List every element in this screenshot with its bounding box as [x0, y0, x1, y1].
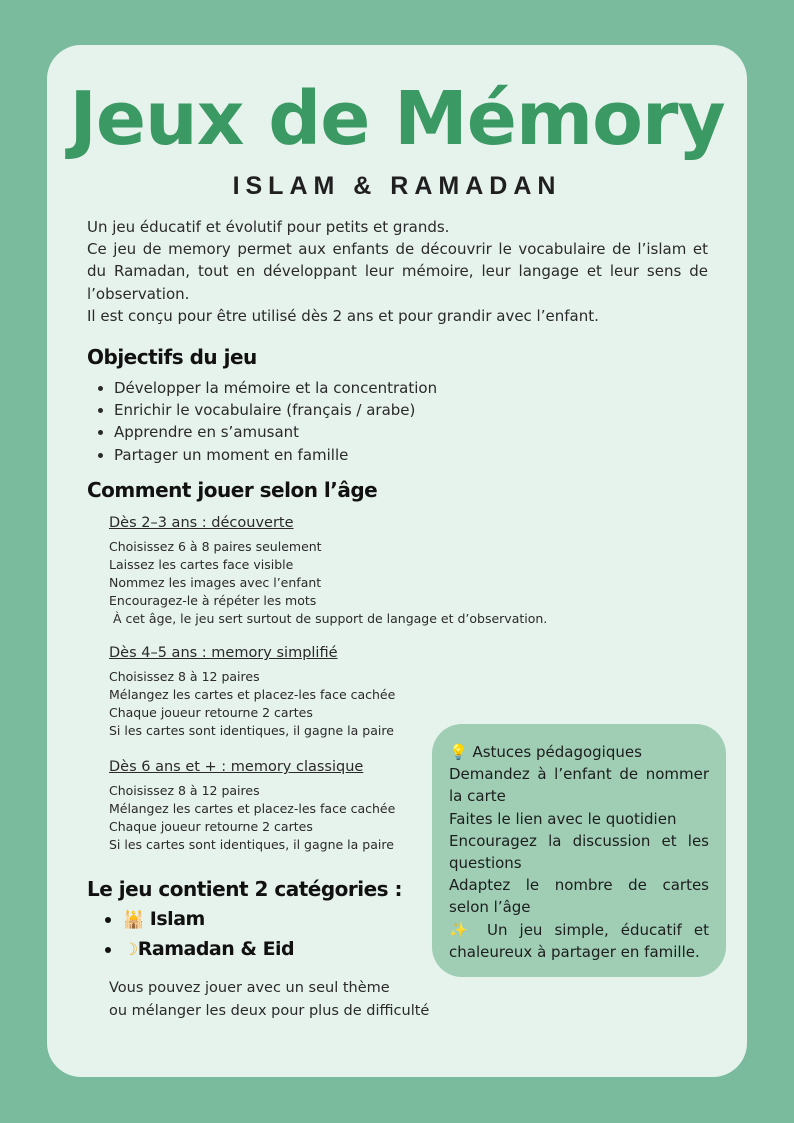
- list-item: À cet âge, le jeu sert surtout de support de langage et d’observation.: [109, 611, 548, 626]
- list-item: Choisissez 8 à 12 paires: [109, 783, 260, 798]
- list-item: Mélangez les cartes et placez-les face cachée: [109, 801, 396, 816]
- list-item: Laissez les cartes face visible: [109, 557, 294, 572]
- intro-line-1: Un jeu éducatif et évolutif pour petits et grands.: [87, 218, 450, 236]
- list-item: Encouragez-le à répéter les mots: [109, 593, 317, 608]
- list-item: • Apprendre en s’amusant: [114, 421, 437, 443]
- crescent-moon-icon: ☽: [123, 940, 138, 960]
- objectives-list: [87, 377, 437, 466]
- category-label: Islam: [149, 908, 205, 930]
- tips-title: Astuces pédagogiques: [472, 743, 642, 761]
- age-2-3-section: [109, 512, 569, 628]
- list-item: Encouragez la discussion et les questions: [449, 831, 709, 873]
- list-item: • Enrichir le vocabulaire (français / arabe): [114, 399, 437, 421]
- intro-line-3: Il est conçu pour être utilisé dès 2 ans et pour grandir avec l’enfant.: [87, 306, 599, 325]
- list-item: Nommez les images avec l’enfant: [109, 575, 322, 590]
- list-item: Si les cartes sont identiques, il gagne la paire: [109, 723, 394, 738]
- list-item: Chaque joueur retourne 2 cartes: [109, 705, 313, 720]
- list-item: Adaptez le nombre de cartes selon l’âge: [449, 876, 709, 917]
- tips-box: [432, 724, 726, 977]
- list-item: Demandez à l’enfant de nommer la carte: [449, 765, 709, 806]
- objectives-heading: Objectifs du jeu: [87, 345, 257, 369]
- list-item: Chaque joueur retourne 2 cartes: [109, 819, 313, 834]
- list-item: Choisissez 6 à 8 paires seulement: [109, 539, 322, 554]
- list-item: Choisissez 8 à 12 paires: [109, 669, 260, 684]
- mosque-icon: 🕌: [123, 910, 144, 930]
- age-4-5-title: Dès 4–5 ans : memory simplifié: [109, 645, 338, 661]
- how-to-play-heading: Comment jouer selon l’âge: [87, 478, 378, 502]
- page-title: Jeux de Mémory: [69, 76, 725, 162]
- sparkles-icon: ✨: [449, 920, 475, 939]
- categories-heading: Le jeu contient 2 catégories :: [87, 877, 403, 901]
- tips-closing: Un jeu simple, éducatif et chaleureux à partager en famille.: [449, 920, 709, 961]
- category-label: Ramadan & Eid: [137, 938, 295, 960]
- note-line-2: ou mélanger les deux pour plus de difficulté: [109, 1002, 430, 1019]
- page-subtitle: ISLAM & RAMADAN: [232, 172, 562, 200]
- intro-text: [87, 216, 708, 327]
- intro-line-2: Ce jeu de memory permet aux enfants de découvrir le vocabulaire de l’islam et du Ramadan, tout en développant leur mémoire, leur langage et leur sens de l’observation.: [87, 240, 708, 303]
- category-ramadan: [123, 935, 294, 965]
- list-item: Faites le lien avec le quotidien: [449, 809, 677, 828]
- note-line-1: Vous pouvez jouer avec un seul thème: [109, 980, 390, 996]
- categories-note: [109, 977, 429, 1022]
- list-item: Si les cartes sont identiques, il gagne la paire: [109, 837, 394, 852]
- list-item: Mélangez les cartes et placez-les face cachée: [109, 687, 396, 702]
- categories-list: [87, 905, 294, 965]
- list-item: • Développer la mémoire et la concentration: [114, 377, 437, 399]
- category-islam: [123, 905, 294, 935]
- lightbulb-icon: 💡: [449, 743, 468, 761]
- list-item: • Partager un moment en famille: [114, 444, 437, 466]
- age-2-3-title: Dès 2–3 ans : découverte: [109, 515, 294, 531]
- age-6-plus-title: Dès 6 ans et + : memory classique: [109, 759, 364, 775]
